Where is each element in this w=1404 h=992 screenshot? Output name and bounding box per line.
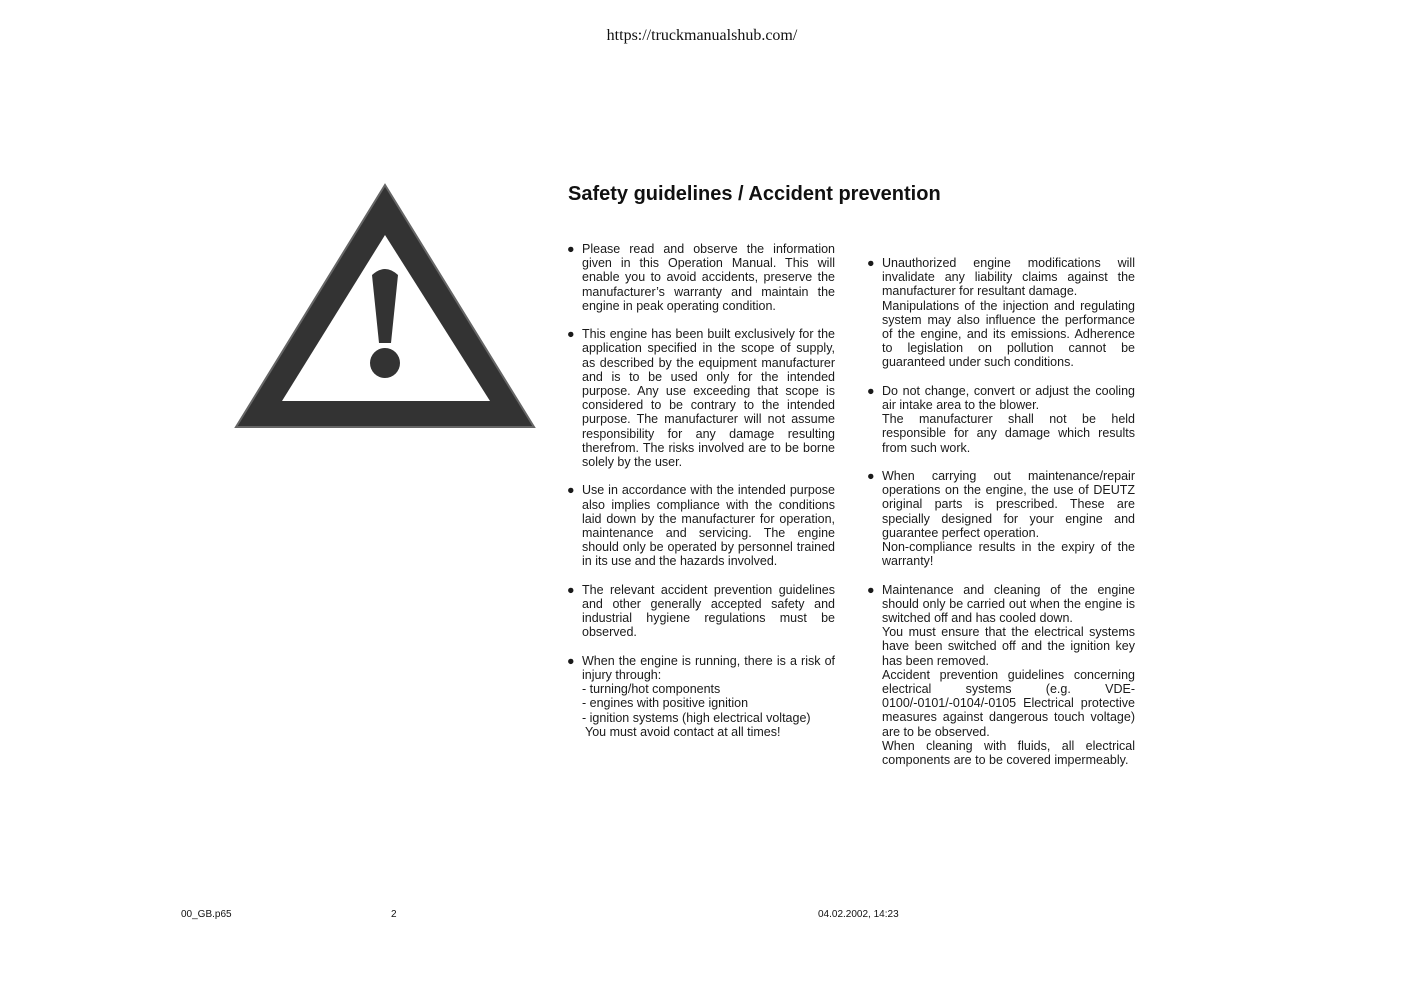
exclamation-dot xyxy=(370,348,400,378)
paragraph: Use in accordance with the intended purpose also implies compliance with the conditions laid down by the manufacturer for operation, maintenance and servicing. The engine should only be operated by personnel trained in its use and the hazards involved. xyxy=(582,483,835,569)
paragraph: Please read and observe the information given in this Operation Manual. This will enable you to avoid accidents, preserve the manufacturer’s warranty and maintain the engine in peak operating condition. xyxy=(582,242,835,313)
paragraph: Maintenance and cleaning of the engine should only be carried out when the engine is switched off and has cooled down. xyxy=(882,582,1135,626)
list-item xyxy=(567,654,835,739)
list-item xyxy=(867,583,1135,768)
bullet-icon: ● xyxy=(567,653,575,668)
paragraph: The relevant accident prevention guidelines and other generally accepted safety and industrial hygiene regulations must be observed. xyxy=(582,582,835,640)
paragraph: When cleaning with fluids, all electrical components are to be covered impermeably. xyxy=(882,738,1135,768)
warning-note: You must avoid contact at all times! xyxy=(585,724,781,739)
paragraph: Non-compliance results in the expiry of the warranty! xyxy=(882,540,1135,569)
hazard-item: - engines with positive ignition xyxy=(582,696,749,711)
hazard-item: - turning/hot components xyxy=(582,682,721,697)
hazard-list xyxy=(582,682,835,739)
list-item xyxy=(867,469,1135,568)
list-item xyxy=(567,483,835,568)
bullet-icon: ● xyxy=(867,383,875,398)
list-item xyxy=(867,256,1135,370)
source-url: https://truckmanualshub.com/ xyxy=(606,27,798,44)
list-item xyxy=(867,384,1135,455)
bullet-icon: ● xyxy=(567,582,575,597)
bullet-icon: ● xyxy=(567,242,575,256)
paragraph: When the engine is running, there is a risk of injury through: xyxy=(582,653,835,683)
left-column xyxy=(567,242,835,753)
list-item xyxy=(567,242,835,313)
hazard-item: - ignition systems (high electrical voltage) xyxy=(582,710,811,725)
paragraph: Manipulations of the injection and regulating system may also influence the performance of the engine, and its emissions. Adherence to legislation on pollution cannot be guaranteed under such conditions. xyxy=(882,298,1135,370)
paragraph: You must ensure that the electrical systems have been switched off and the ignition key has been removed. xyxy=(882,625,1135,668)
footer-page-number: 2 xyxy=(391,909,397,920)
warning-triangle-icon xyxy=(234,183,536,429)
list-item xyxy=(567,327,835,469)
paragraph: Accident prevention guidelines concerning electrical systems (e.g. VDE-0100/-0101/-0104/-0105 Electrical protective measures against dangerous touch voltage) are to be observed. xyxy=(882,667,1135,739)
footer-file-name: 00_GB.p65 xyxy=(181,909,232,920)
paragraph: Do not change, convert or adjust the cooling air intake area to the blower. xyxy=(882,383,1135,413)
page-title: Safety guidelines / Accident prevention xyxy=(568,183,941,205)
paragraph: Unauthorized engine modifications will invalidate any liability claims against the manufacturer for resultant damage. xyxy=(882,256,1135,299)
paragraph: The manufacturer shall not be held responsible for any damage which results from such work. xyxy=(882,412,1135,455)
bullet-icon: ● xyxy=(867,582,875,597)
footer-datetime: 04.02.2002, 14:23 xyxy=(818,909,899,920)
right-column xyxy=(867,256,1135,781)
paragraph: When carrying out maintenance/repair operations on the engine, the use of DEUTZ original parts is prescribed. These are specially designed for your engine and guarantee perfect operation. xyxy=(882,469,1135,540)
list-item xyxy=(567,583,835,640)
bullet-icon: ● xyxy=(567,327,575,342)
bullet-icon: ● xyxy=(867,256,875,270)
bullet-icon: ● xyxy=(567,483,575,498)
bullet-icon: ● xyxy=(867,469,875,484)
paragraph: This engine has been built exclusively for the application specified in the scope of supply, as described by the equipment manufacturer and is to be used only for the intended purpose. Any use exceeding that scope is considered to be contrary to the intended purpose. The manufacturer will not assume responsibility for any damage resulting therefrom. The risks involved are to be borne solely by the user. xyxy=(582,327,835,470)
